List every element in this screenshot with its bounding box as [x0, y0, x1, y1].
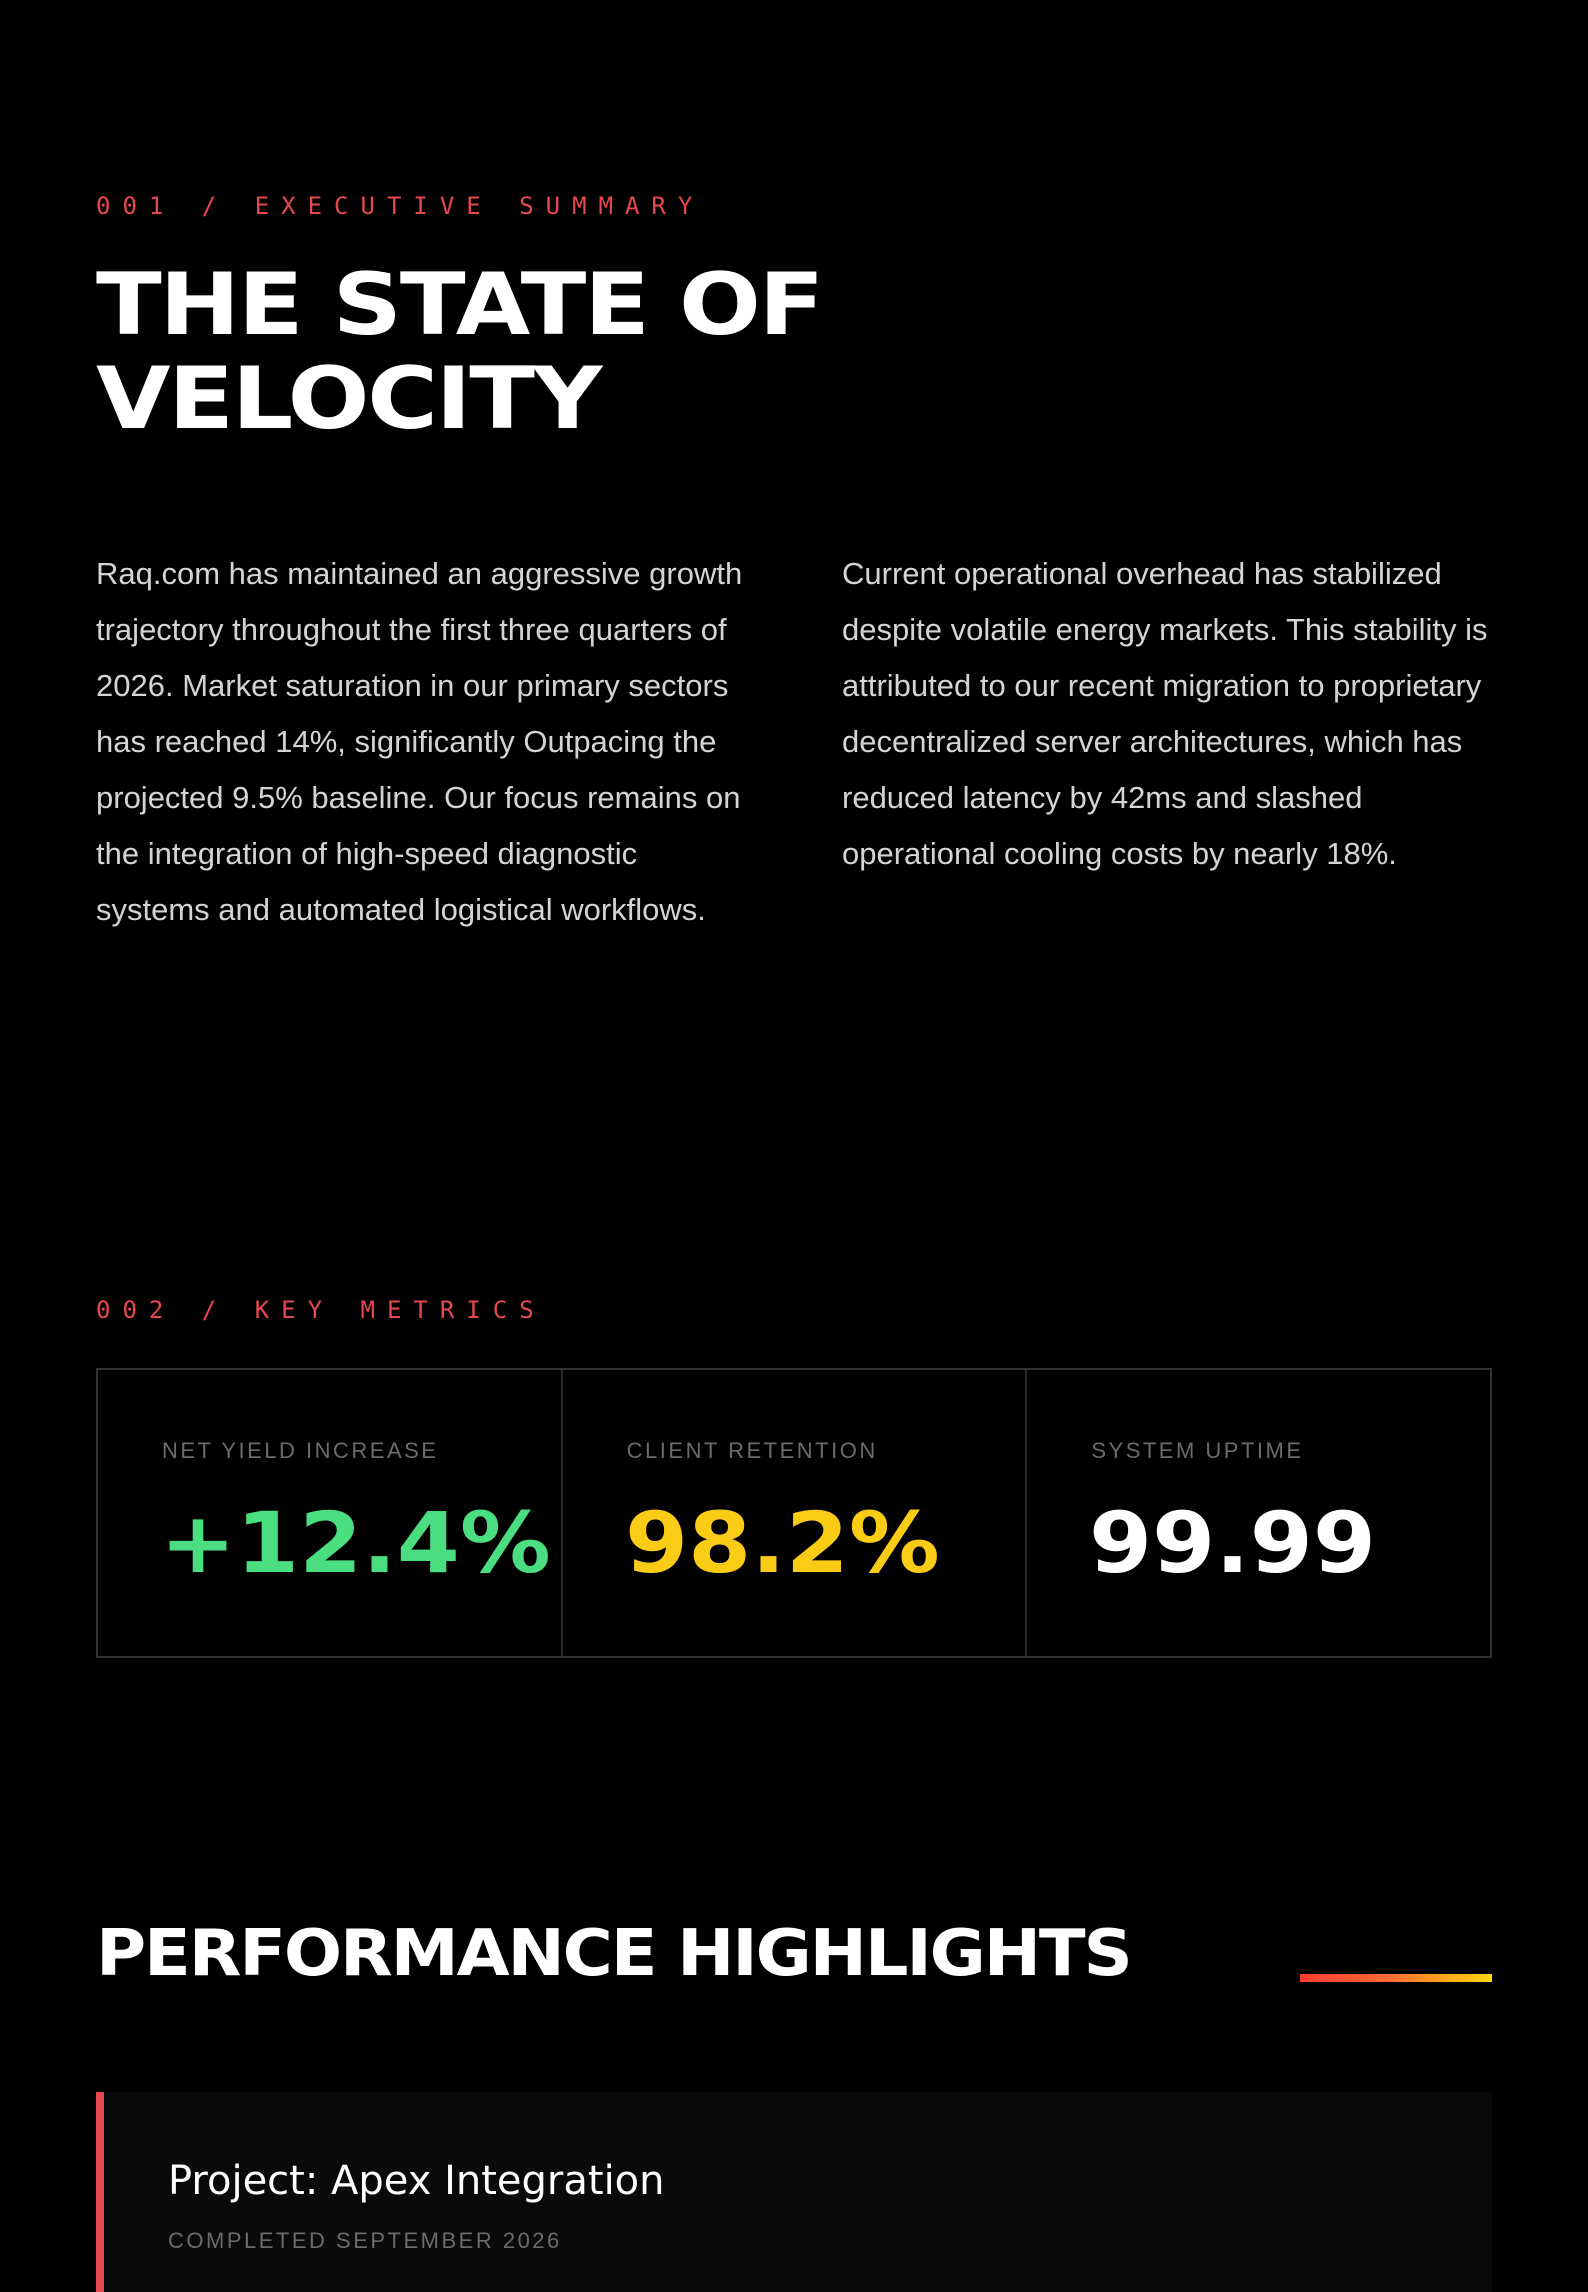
summary-paragraph-right: Current operational overhead has stabilized despite volatile energy markets. This stability is attributed to our recent migration to proprietary decentralized server architectures, which has reduced latency by 42ms and slashed operational cooling costs by nearly 18%.	[842, 556, 1488, 871]
project-card	[96, 2092, 1492, 2292]
page-title	[96, 255, 823, 449]
metric-client-retention	[563, 1370, 1028, 1656]
page-title-line-1: THE STATE OF	[96, 255, 823, 355]
metric-system-uptime	[1027, 1370, 1490, 1656]
metric-net-yield	[98, 1370, 563, 1656]
metric-label: CLIENT RETENTION	[626, 1438, 878, 1463]
performance-highlights-title: PERFORMANCE HIGHLIGHTS	[96, 1917, 1131, 1991]
metric-label: NET YIELD INCREASE	[162, 1438, 439, 1463]
page-title-line-2: VELOCITY	[96, 349, 601, 449]
project-title: Project: Apex Integration	[168, 2158, 665, 2204]
key-metrics-panel	[96, 1368, 1492, 1658]
metric-value: 99.99	[1089, 1494, 1377, 1592]
metric-value: +12.4%	[160, 1494, 551, 1592]
section-label-key-metrics: 002 / KEY METRICS	[96, 1296, 546, 1324]
summary-paragraph-left: Raq.com has maintained an aggressive growth trajectory throughout the first three quarters of 2026. Market saturation in our primary sectors has reached 14%, significantly Outpacing the projected 9.5% baseline. Our focus remains on the integration of high-speed diagnostic systems and automated logistical workflows.	[96, 556, 743, 927]
metric-label: SYSTEM UPTIME	[1091, 1438, 1304, 1463]
project-completion-date: COMPLETED SEPTEMBER 2026	[168, 2228, 562, 2253]
metric-value: 98.2%	[624, 1494, 940, 1592]
section-label-executive-summary: 001 / EXECUTIVE SUMMARY	[96, 192, 705, 220]
accent-gradient-rule	[1300, 1974, 1492, 1982]
